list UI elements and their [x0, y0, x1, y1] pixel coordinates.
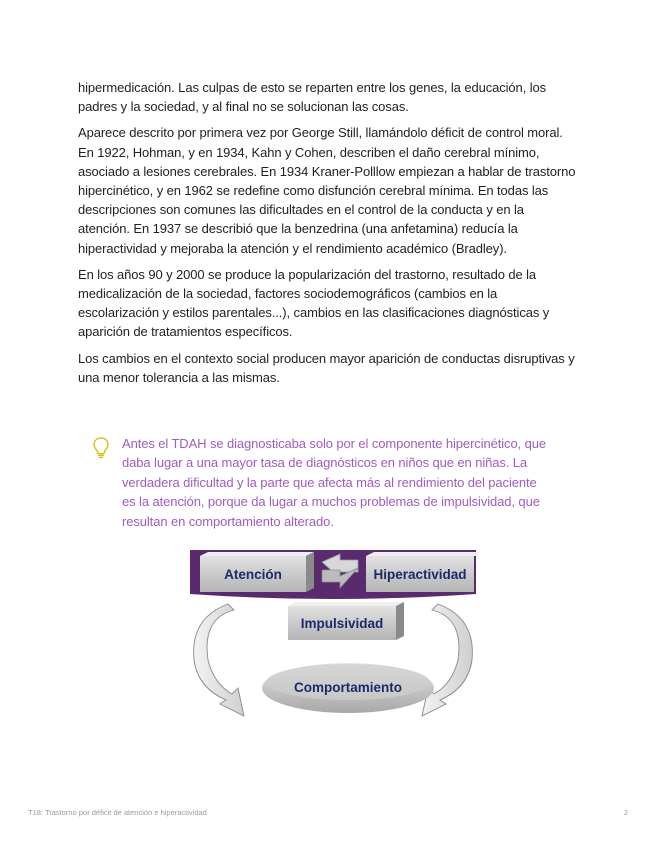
main-content [78, 78, 578, 394]
impulsividad-box [288, 602, 404, 640]
lightbulb-icon [92, 436, 110, 460]
note-callout [92, 434, 552, 531]
left-curved-arrow [194, 604, 244, 716]
paragraph-2: Aparece descrito por primera vez por George Still, llamándolo déficit de control moral. En 1922, Hohman, y en 1934, Kahn y Cohen, describen el daño cerebral mínimo, asociado a lesiones cerebrales. En 1934 Kraner-Polllow empiezan a hablar de trastorno hipercinético, y en 1962 se redefine como disfunción cerebral mínima. En todas las descripciones son comunes las dificultades en el control de la conducta y en la atención. En 1937 se describió que la benzedrina (una anfetamina) reducía la hiperactividad y mejoraba la atención y el rendimiento académico (Bradley). [78, 125, 576, 256]
comportamiento-oval [262, 663, 434, 713]
paragraph-1: hipermedicación. Las culpas de esto se reparten entre los genes, la educación, los padres y la sociedad, y al final no se solucionan las cosas. [78, 80, 547, 115]
paragraph-3: En los años 90 y 2000 se produce la popularización del trastorno, resultado de la medicalización de la sociedad, factores sociodemográficos (cambios en la escolarización y estilos parentales...), cambios en las clasificaciones diagnósticas y aparición de tratamientos específicos. [78, 266, 550, 340]
page-number: 2 [623, 808, 628, 817]
hiperactividad-label: Hiperactividad [373, 567, 467, 582]
comportamiento-label: Comportamiento [294, 680, 402, 695]
paragraph-4: Los cambios en el contexto social producen mayor aparición de conductas disruptivas y una menor tolerancia a las mismas. [78, 350, 575, 385]
atencion-box [200, 552, 314, 592]
footer-title: T18: Trastorno por déficit de atención e hiperactividad [28, 808, 207, 817]
impulsividad-label: Impulsividad [300, 616, 384, 631]
note-text: Antes el TDAH se diagnosticaba solo por el componente hipercinético, que daba lugar a una mayor tasa de diagnósticos en niños que en niñas. La verdadera dificultad y la parte que afecta más al rendimiento del paciente es la atención, porque da lugar a muchos problemas de impulsividad, que resultan en comportamiento alterado. [122, 436, 546, 529]
right-curved-arrow [422, 604, 472, 716]
adhd-diagram [188, 548, 478, 718]
hiperactividad-box [366, 552, 478, 592]
atencion-label: Atención [224, 567, 282, 582]
